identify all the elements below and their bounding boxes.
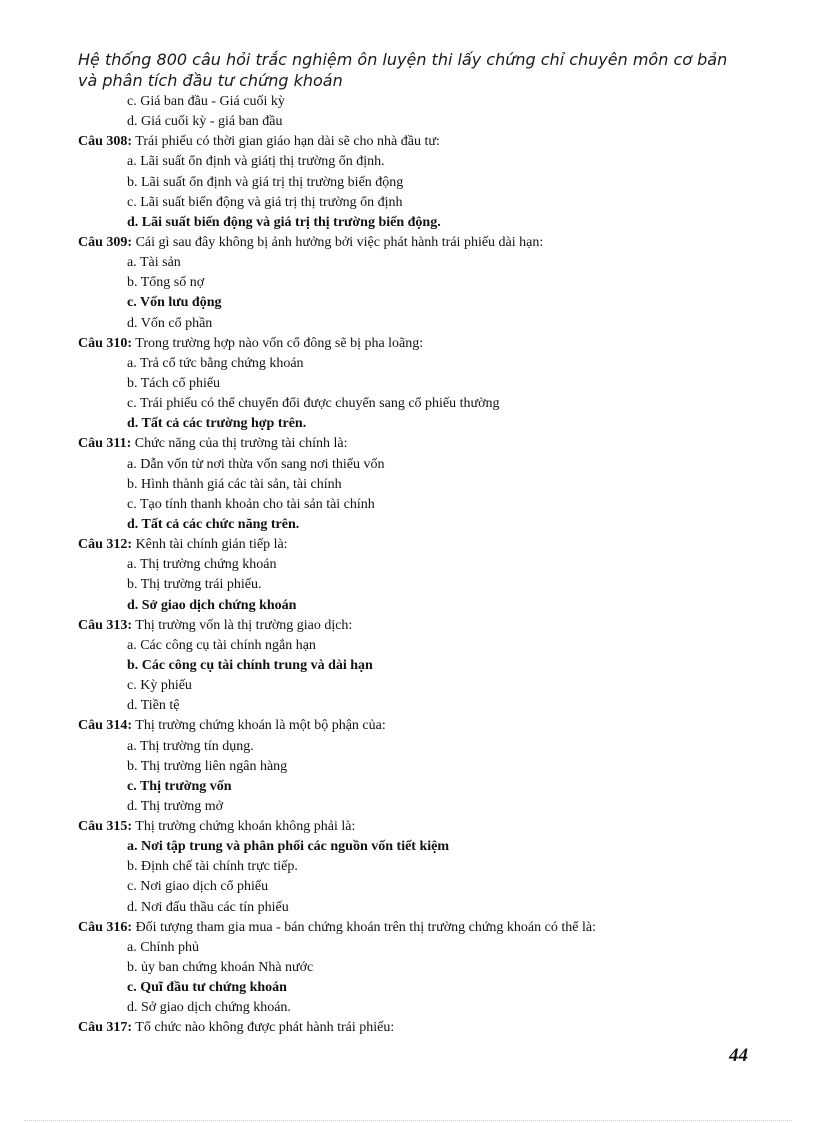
answer-option-correct: b. Các công cụ tài chính trung và dài hạn [127, 657, 373, 673]
question-number: Câu 317: [78, 1020, 133, 1036]
answer-option: c. Kỳ phiếu [127, 678, 192, 694]
answer-option: b. Thị trường trái phiếu. [127, 577, 262, 593]
page-number: 44 [729, 1045, 748, 1066]
question-number: Câu 310: [78, 335, 133, 351]
answer-option-correct: c. Thị trường vốn [127, 778, 232, 794]
answer-option: d. Tiền tệ [127, 698, 180, 714]
question-text: Chức năng của thị trường tài chính là: [131, 436, 348, 452]
question-number: Câu 309: [78, 234, 133, 250]
question-text: Thị trường vốn là thị trường giao dịch: [132, 617, 353, 633]
question-line [78, 132, 738, 152]
answer-option-correct: d. Sở giao dịch chứng khoán [127, 597, 297, 613]
answer-option: c. Trái phiếu có thể chuyển đổi được chuyển sang cổ phiếu thường [127, 396, 500, 412]
answer-option: b. Thị trường liên ngân hàng [127, 758, 288, 774]
question-line [78, 918, 738, 938]
question-text: Kênh tài chính gián tiếp là: [132, 537, 288, 553]
question-list [78, 92, 738, 1039]
answer-option: b. ủy ban chứng khoán Nhà nước [127, 960, 314, 976]
answer-option: d. Sở giao dịch chứng khoán. [127, 1000, 291, 1016]
answer-option: d. Vốn cổ phần [127, 315, 213, 331]
question-line [78, 716, 738, 736]
answer-option: a. Dẫn vốn từ nơi thừa vốn sang nơi thiếu vốn [127, 456, 385, 472]
question-line [78, 817, 738, 837]
answer-option: d. Thị trường mở [127, 798, 224, 814]
answer-option: b. Lãi suất ổn định và giá trị thị trường biến động [127, 174, 404, 190]
question-line [78, 535, 738, 555]
answer-option: c. Lãi suất biến động và giá trị thị trường ổn định [127, 194, 403, 210]
answer-option: b. Tách cổ phiếu [127, 375, 221, 391]
answer-option: b. Tổng số nợ [127, 275, 205, 291]
question-line [78, 434, 738, 454]
question-text: Thị trường chứng khoán là một bộ phận của: [132, 718, 386, 734]
answer-option: b. Hình thành giá các tài sản, tài chính [127, 476, 342, 492]
answer-option: c. Nơi giao dịch cổ phiếu [127, 879, 269, 895]
question-text: Trái phiếu có thời gian giáo hạn dài sẽ cho nhà đầu tư: [132, 134, 440, 150]
answer-option: c. Giá ban đầu - Giá cuối kỳ [127, 94, 285, 109]
question-line [78, 616, 738, 636]
question-number: Câu 315: [78, 819, 133, 835]
question-number: Câu 313: [78, 617, 133, 633]
question-text: Đối tượng tham gia mua - bán chứng khoán trên thị trường chứng khoán có thể là: [132, 919, 596, 935]
answer-option: a. Tài sản [127, 255, 181, 271]
answer-option-correct: c. Quĩ đầu tư chứng khoán [127, 980, 287, 996]
answer-option-correct: c. Vốn lưu động [127, 295, 222, 311]
question-number: Câu 316: [78, 919, 133, 935]
answer-option-correct: d. Tất cả các chức năng trên. [127, 516, 300, 532]
answer-option: c. Tạo tính thanh khoản cho tài sản tài chính [127, 496, 375, 512]
question-line [78, 334, 738, 354]
question-line [78, 233, 738, 253]
question-line [78, 1018, 738, 1038]
question-text: Trong trường hợp nào vốn cổ đông sẽ bị pha loãng: [132, 335, 424, 351]
answer-option: a. Trả cổ tức bằng chứng khoán [127, 355, 304, 371]
answer-option-correct: d. Tất cả các trường hợp trên. [127, 416, 307, 432]
answer-option: d. Nơi đấu thầu các tín phiếu [127, 899, 289, 915]
question-number: Câu 312: [78, 537, 133, 553]
answer-option: a. Lãi suất ổn định và giátị thị trường ổn định. [127, 154, 385, 170]
question-number: Câu 314: [78, 718, 133, 734]
answer-option-correct: a. Nơi tập trung và phân phối các nguồn vốn tiết kiệm [127, 839, 450, 855]
question-number: Câu 308: [78, 134, 133, 150]
answer-option: a. Các công cụ tài chính ngắn hạn [127, 637, 316, 653]
answer-option: a. Thị trường chứng khoán [127, 557, 277, 573]
question-text: Thị trường chứng khoán không phải là: [132, 819, 356, 835]
page-header: Hệ thống 800 câu hỏi trắc nghiệm ôn luyện thi lấy chứng chỉ chuyên môn cơ bản và phân tích đầu tư chứng khoán [78, 50, 728, 90]
footer-divider [24, 1120, 792, 1121]
question-text: Cái gì sau đây không bị ảnh hưởng bởi việc phát hành trái phiếu dài hạn: [132, 234, 544, 250]
answer-option: a. Thị trường tín dụng. [127, 738, 254, 754]
answer-option: d. Giá cuối kỳ - giá ban đầu [127, 114, 283, 130]
answer-option: a. Chính phủ [127, 939, 199, 955]
answer-option: b. Định chế tài chính trực tiếp. [127, 859, 298, 875]
question-text: Tổ chức nào không được phát hành trái phiếu: [132, 1020, 395, 1036]
question-number: Câu 311: [78, 436, 132, 452]
answer-option-correct: d. Lãi suất biến động và giá trị thị trường biến động. [127, 214, 441, 230]
